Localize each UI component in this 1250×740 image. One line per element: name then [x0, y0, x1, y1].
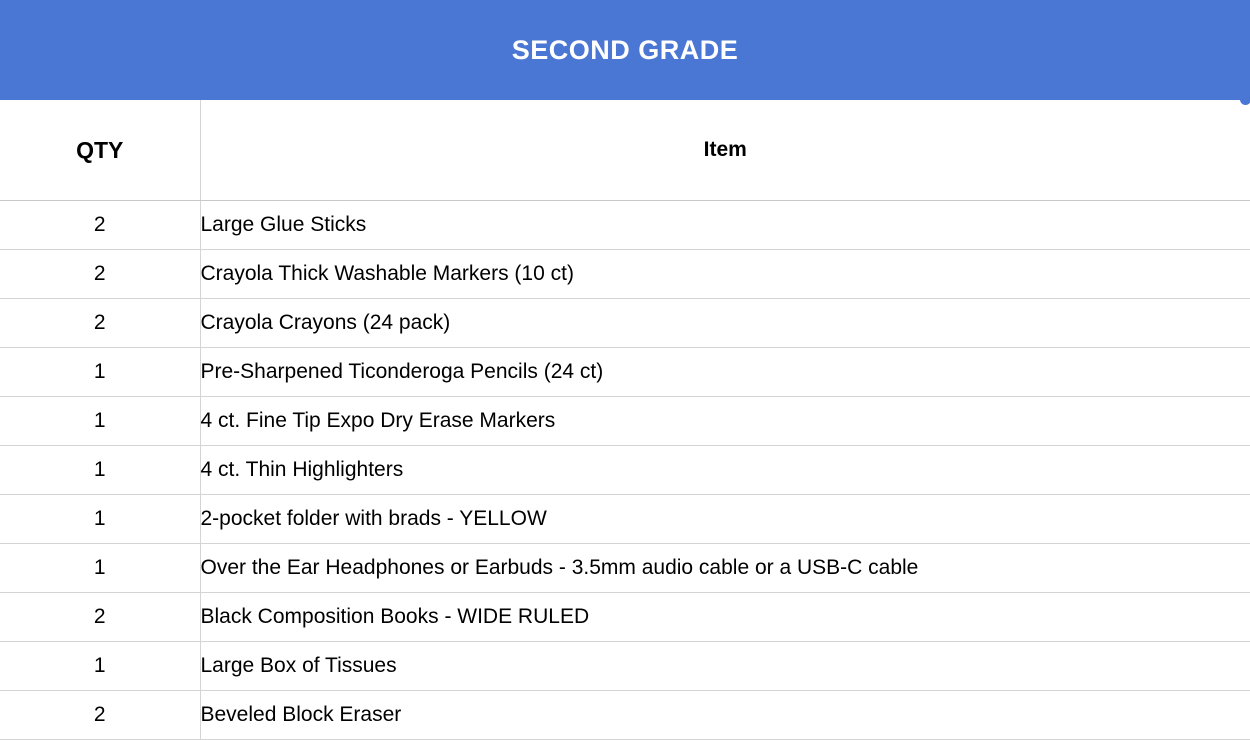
cell-item: Pre-Sharpened Ticonderoga Pencils (24 ct) [200, 348, 1250, 397]
cell-qty: 2 [0, 593, 200, 642]
table-header-row [0, 100, 1250, 201]
cell-qty: 1 [0, 495, 200, 544]
cell-item: Over the Ear Headphones or Earbuds - 3.5mm audio cable or a USB-C cable [200, 544, 1250, 593]
cell-qty: 1 [0, 348, 200, 397]
cell-item: 4 ct. Thin Highlighters [200, 446, 1250, 495]
table-row [0, 250, 1250, 299]
cell-item: Crayola Thick Washable Markers (10 ct) [200, 250, 1250, 299]
cell-item: Large Box of Tissues [200, 642, 1250, 691]
table-row [0, 593, 1250, 642]
table-row [0, 299, 1250, 348]
column-header-qty: QTY [0, 100, 200, 201]
document-title-banner [0, 0, 1250, 100]
cell-qty: 1 [0, 446, 200, 495]
cell-item: Black Composition Books - WIDE RULED [200, 593, 1250, 642]
cell-qty: 2 [0, 691, 200, 740]
table-row [0, 691, 1250, 740]
cell-item: Crayola Crayons (24 pack) [200, 299, 1250, 348]
cell-qty: 1 [0, 642, 200, 691]
table-row [0, 348, 1250, 397]
column-header-item: Item [200, 100, 1250, 201]
cell-qty: 2 [0, 250, 200, 299]
cell-item: 4 ct. Fine Tip Expo Dry Erase Markers [200, 397, 1250, 446]
table-row [0, 642, 1250, 691]
supply-list-table [0, 100, 1250, 740]
cell-qty: 1 [0, 544, 200, 593]
cell-qty: 1 [0, 397, 200, 446]
table-row [0, 544, 1250, 593]
cell-item: Large Glue Sticks [200, 201, 1250, 250]
cell-item: 2-pocket folder with brads - YELLOW [200, 495, 1250, 544]
selection-handle-dot[interactable] [1240, 94, 1250, 105]
table-row [0, 495, 1250, 544]
table-row [0, 201, 1250, 250]
table-row [0, 397, 1250, 446]
table-row [0, 446, 1250, 495]
cell-qty: 2 [0, 299, 200, 348]
page-title: SECOND GRADE [511, 34, 739, 65]
cell-item: Beveled Block Eraser [200, 691, 1250, 740]
cell-qty: 2 [0, 201, 200, 250]
